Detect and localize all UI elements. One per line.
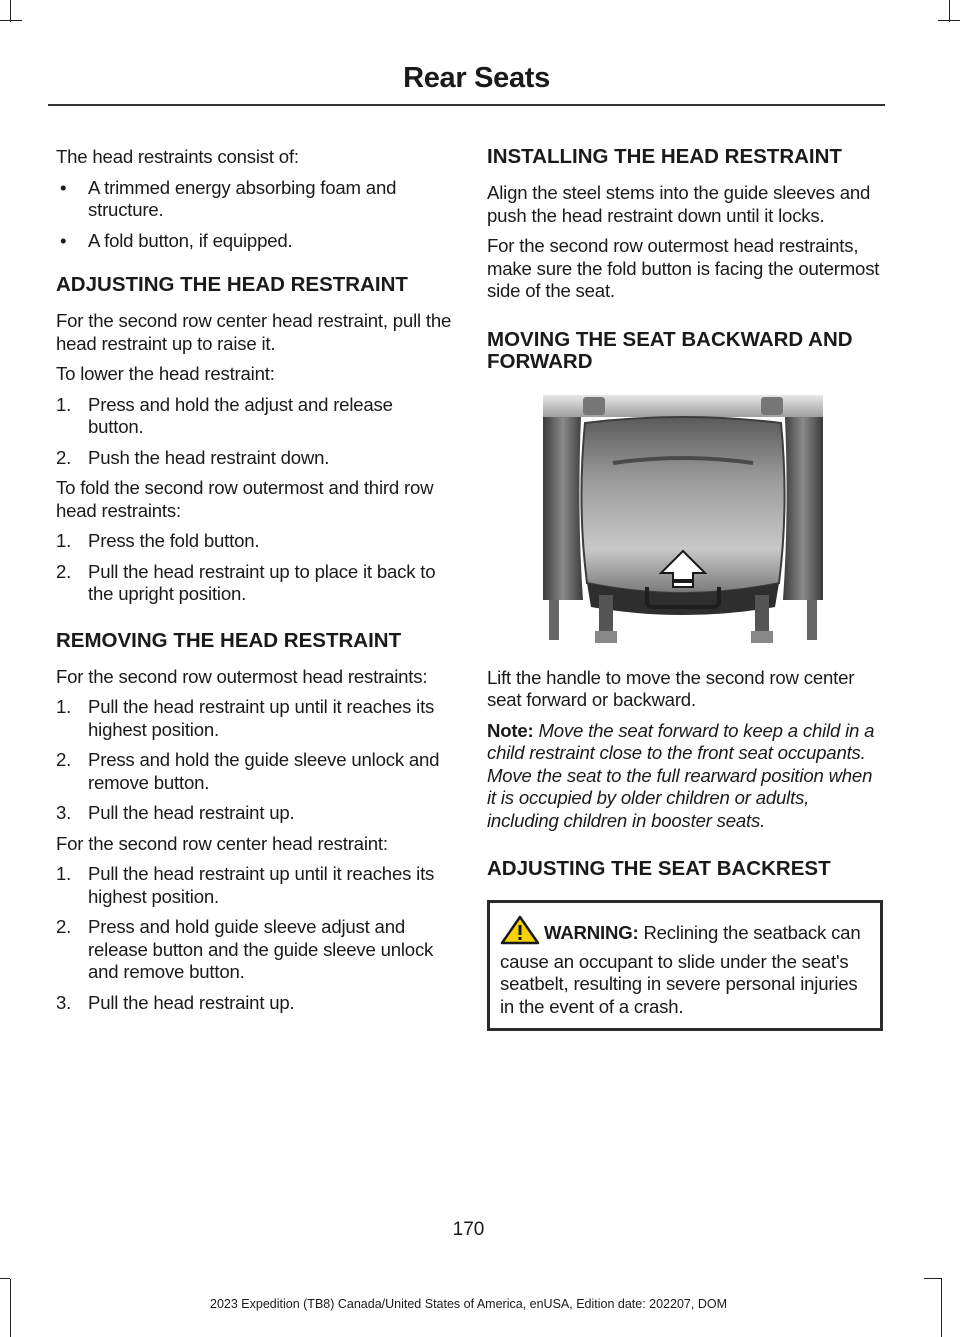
header-divider: [48, 104, 885, 106]
list-item: • A trimmed energy absorbing foam and structure.: [60, 176, 397, 220]
paragraph: To lower the head restraint:: [56, 363, 275, 384]
list-item: 2. Push the head restraint down.: [56, 446, 330, 468]
steps-fold-list: [56, 530, 452, 606]
list-item: 1. Press the fold button.: [56, 530, 260, 551]
paragraph: For the second row outermost head restraints:: [56, 665, 428, 687]
warning-triangle-icon: [500, 915, 540, 951]
section-heading-backrest: ADJUSTING THE SEAT BACKREST: [487, 857, 831, 880]
section-heading-adjust: ADJUSTING THE HEAD RESTRAINT: [56, 273, 408, 296]
paragraph: Align the steel stems into the guide sleeves and push the head restraint down until it locks.: [487, 182, 871, 226]
list-item: 2. Pull the head restraint up to place it back to the upright position.: [56, 560, 436, 604]
paragraph: For the second row outermost head restraints, make sure the fold button is facing the outermost side of the seat.: [487, 235, 880, 301]
warning-text: Reclining the seatback can cause an occupant to slide under the seat's seatbelt, resulting in severe personal injuries in the event of a crash.: [500, 922, 861, 1017]
seat-handle-figure: [543, 395, 823, 647]
list-item: 2. Press and hold guide sleeve adjust and release button and the guide sleeve unlock and remove button.: [56, 916, 434, 982]
steps-center-list: [56, 863, 452, 1014]
crop-mark: [10, 0, 11, 22]
paragraph: Lift the handle to move the second row center seat forward or backward.: [487, 666, 855, 710]
paragraph: For the second row center head restraint:: [56, 832, 388, 854]
crop-mark: [949, 0, 950, 22]
section-heading-remove: REMOVING THE HEAD RESTRAINT: [56, 628, 402, 652]
intro-bullet-list: [56, 177, 452, 253]
warning-label: WARNING:: [544, 922, 639, 943]
note-text: Move the seat forward to keep a child in a child restraint close to the front seat occupants. Move the seat to the full rearward position when it is occupied by older children or adults, including children in booster seats.: [487, 719, 875, 831]
steps-outer-list: [56, 696, 452, 825]
list-item: 1. Pull the head restraint up until it reaches its highest position.: [56, 863, 435, 907]
paragraph: For the second row center head restraint, pull the head restraint up to raise it.: [56, 310, 452, 354]
list-item: 2. Press and hold the guide sleeve unlock and remove button.: [56, 749, 440, 793]
steps-lower-list: [56, 394, 452, 470]
crop-mark: [0, 1278, 10, 1279]
crop-mark: [0, 20, 22, 21]
crop-mark: [924, 1278, 942, 1279]
paragraph: To fold the second row outermost and third row head restraints:: [56, 477, 434, 521]
footer-text: 2023 Expedition (TB8) Canada/United States of America, enUSA, Edition date: 202207, DOM: [210, 1297, 727, 1311]
intro-text: The head restraints consist of:: [56, 146, 299, 167]
list-item: 1. Press and hold the adjust and release button.: [56, 393, 393, 437]
warning-box: [487, 900, 883, 1031]
seat-handle-arrow-illustration: [543, 395, 823, 647]
list-item: 3. Pull the head restraint up.: [56, 991, 295, 1013]
section-heading-install: INSTALLING THE HEAD RESTRAINT: [487, 145, 842, 168]
list-item: 3. Pull the head restraint up.: [56, 802, 295, 823]
left-column: [56, 146, 452, 1022]
crop-mark: [941, 1279, 942, 1337]
section-heading-move: MOVING THE SEAT BACKWARD AND FORWARD: [487, 327, 853, 373]
list-item: • A fold button, if equipped.: [60, 229, 293, 251]
page-title: Rear Seats: [403, 62, 550, 94]
crop-mark: [938, 20, 960, 21]
list-item: 1. Pull the head restraint up until it reaches its highest position.: [56, 696, 435, 740]
note-label: Note:: [487, 719, 534, 741]
note: [487, 720, 883, 833]
right-column: [487, 146, 883, 1031]
page-number: 170: [452, 1219, 485, 1240]
